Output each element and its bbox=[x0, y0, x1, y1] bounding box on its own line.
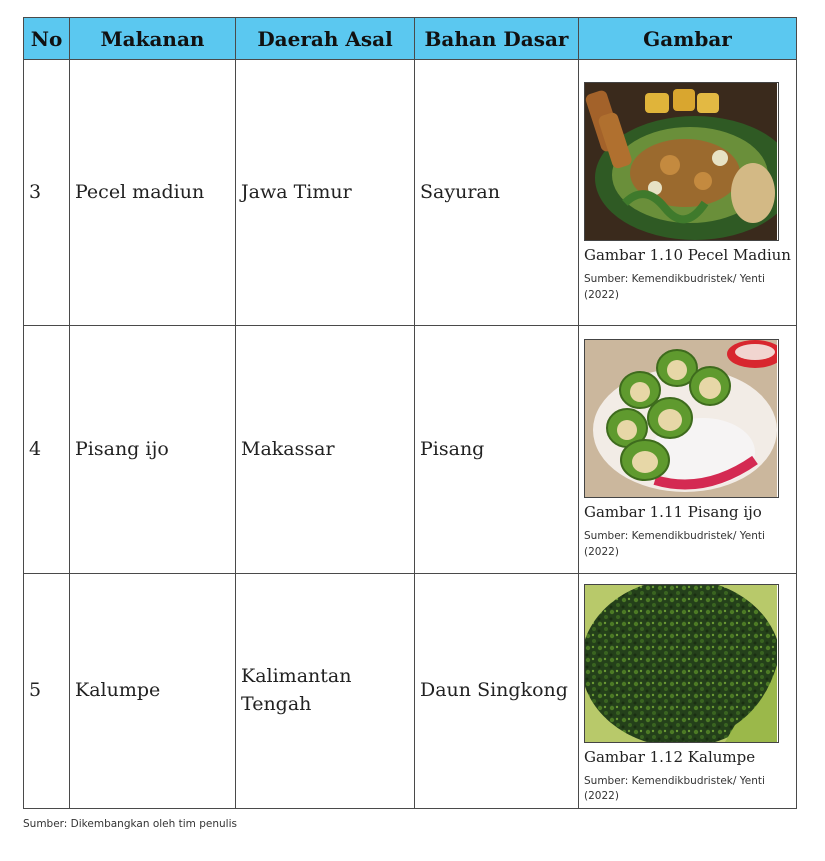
cell-makanan: Kalumpe bbox=[70, 574, 236, 809]
table-row bbox=[24, 60, 797, 326]
figure-caption: Gambar 1.10 Pecel Madiun bbox=[584, 246, 791, 265]
cell-makanan: Pisang ijo bbox=[70, 326, 236, 574]
cell-bahan-dasar: Daun Singkong bbox=[415, 574, 579, 809]
cell-daerah-asal: Makassar bbox=[236, 326, 415, 574]
cell-no: 5 bbox=[24, 574, 70, 809]
cell-bahan-dasar: Pisang bbox=[415, 326, 579, 574]
table-header-row bbox=[24, 18, 797, 60]
figure-source: Sumber: Kemendikbudristek/ Yenti (2022) bbox=[584, 273, 765, 301]
header-daerah-asal: Daerah Asal bbox=[236, 18, 415, 60]
figure-caption: Gambar 1.12 Kalumpe bbox=[584, 747, 756, 766]
header-no: No bbox=[24, 18, 70, 60]
kalumpe-photo bbox=[584, 584, 779, 743]
table-row bbox=[24, 574, 797, 809]
cell-daerah-asal: Kalimantan Tengah bbox=[236, 574, 415, 809]
header-bahan-dasar: Bahan Dasar bbox=[415, 18, 579, 60]
cell-makanan: Pecel madiun bbox=[70, 60, 236, 326]
header-gambar: Gambar bbox=[579, 18, 797, 60]
cell-gambar bbox=[579, 326, 797, 574]
cell-gambar bbox=[579, 60, 797, 326]
pecel-madiun-photo bbox=[584, 82, 779, 241]
figure-source: Sumber: Kemendikbudristek/ Yenti (2022) bbox=[584, 774, 765, 802]
cell-no: 3 bbox=[24, 60, 70, 326]
pisang-ijo-photo bbox=[584, 339, 779, 498]
cell-no: 4 bbox=[24, 326, 70, 574]
cell-bahan-dasar: Sayuran bbox=[415, 60, 579, 326]
table-source-note: Sumber: Dikembangkan oleh tim penulis bbox=[23, 818, 237, 830]
figure-caption: Gambar 1.11 Pisang ijo bbox=[584, 503, 762, 522]
cell-daerah-asal: Jawa Timur bbox=[236, 60, 415, 326]
cell-gambar bbox=[579, 574, 797, 809]
table-row bbox=[24, 326, 797, 574]
header-makanan: Makanan bbox=[70, 18, 236, 60]
food-table bbox=[23, 17, 797, 809]
figure-source: Sumber: Kemendikbudristek/ Yenti (2022) bbox=[584, 530, 765, 558]
